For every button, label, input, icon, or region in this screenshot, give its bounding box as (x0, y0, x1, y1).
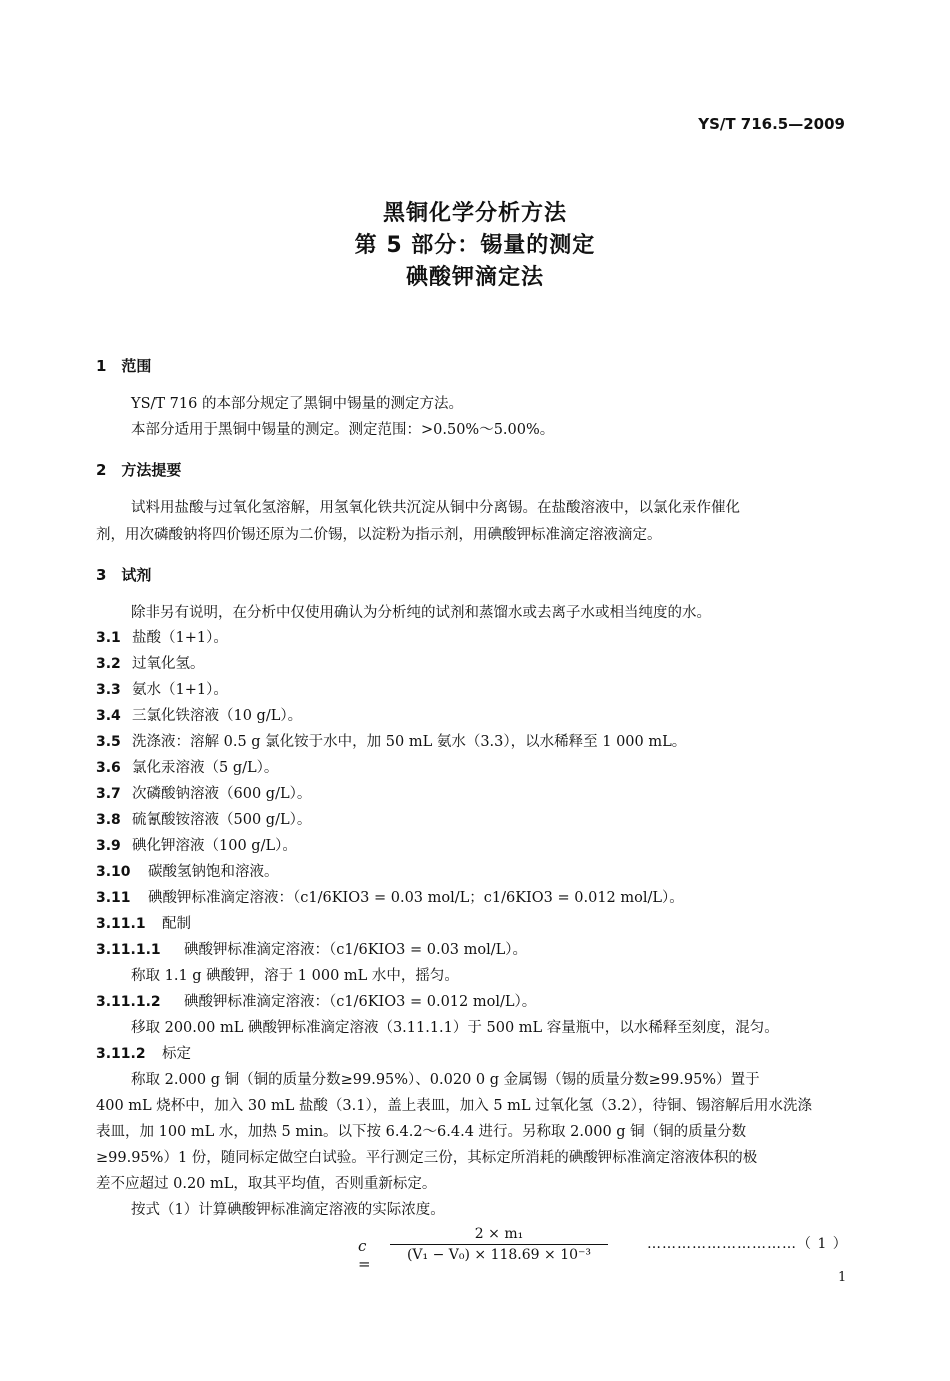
section-1-para-1: YS/T 716 的本部分规定了黑铜中锡量的测定方法。 (131, 396, 463, 412)
formula-label: （ 1 ） (797, 1236, 848, 1252)
formula-fraction (390, 1226, 608, 1263)
reagent-item: 3.1 盐酸（1+1）。 (96, 630, 228, 646)
reagent-item: 3.10 碳酸氢钠饱和溶液。 (96, 864, 279, 880)
calibration-line-2: 400 mL 烧杯中，加入 30 mL 盐酸（3.1），盖上表皿，加入 5 mL 过氧化氢（3.2），待铜、锡溶解后用水洗涤 (96, 1098, 812, 1114)
formula-leader-dots: ………………………… (647, 1236, 797, 1252)
reagent-item: 3.5 洗涤液：溶解 0.5 g 氯化铵于水中，加 50 mL 氨水（3.3），以水稀释至 1 000 mL。 (96, 734, 687, 750)
reagent-item: 称取 1.1 g 碘酸钾，溶于 1 000 mL 水中，摇匀。 (131, 968, 459, 984)
reagent-item: 3.11 碘酸钾标准滴定溶液：（c1/6KIO3 = 0.03 mol/L；c1/6KIO3 = 0.012 mol/L）。 (96, 890, 684, 906)
section-2-line-1: 试料用盐酸与过氧化氢溶解，用氢氧化铁共沉淀从铜中分离锡。在盐酸溶液中，以氯化汞作催化 (131, 500, 740, 516)
calibration-line-3: 表皿，加 100 mL 水，加热 5 min。以下按 6.4.2～6.4.4 进行。另称取 2.000 g 铜（铜的质量分数 (96, 1124, 747, 1140)
formula-number (647, 1233, 848, 1253)
reagent-item: 3.2 过氧化氢。 (96, 656, 205, 672)
reagent-item: 3.8 硫氰酸铵溶液（500 g/L）。 (96, 812, 312, 828)
section-3-intro: 除非另有说明，在分析中仅使用确认为分析纯的试剂和蒸馏水或去离子水或相当纯度的水。 (131, 605, 711, 621)
reagent-item: 3.11.1 配制 (96, 916, 191, 932)
standard-code: YS/T 716.5—2009 (698, 115, 845, 133)
formula-numerator: 2 × m₁ (474, 1226, 524, 1242)
reagent-item: 3.11.2 标定 (96, 1046, 191, 1062)
title-line-2: 第 5 部分：锡量的测定 (354, 233, 596, 258)
calibration-line-1: 称取 2.000 g 铜（铜的质量分数≥99.95%）、0.020 0 g 金属锡（锡的质量分数≥99.95%）置于 (131, 1072, 760, 1088)
section-2-heading: 2 方法提要 (96, 461, 182, 479)
formula-lhs: c = (358, 1237, 371, 1273)
formula-denominator: (V₁ − V₀) × 118.69 × 10⁻³ (406, 1247, 592, 1263)
calibration-line-5: 差不应超过 0.20 mL，取其平均值，否则重新标定。 (96, 1176, 437, 1192)
calibration-line-4: ≥99.95%）1 份，随同标定做空白试验。平行测定三份，其标定所消耗的碘酸钾标准滴定溶液体积的极 (96, 1150, 758, 1166)
reagent-item: 3.9 碘化钾溶液（100 g/L）。 (96, 838, 297, 854)
document-title (0, 198, 950, 294)
reagent-item: 移取 200.00 mL 碘酸钾标准滴定溶液（3.11.1.1）于 500 mL 容量瓶中，以水稀释至刻度，混匀。 (131, 1020, 779, 1036)
section-1-para-2: 本部分适用于黑铜中锡量的测定。测定范围：>0.50%～5.00%。 (131, 422, 555, 438)
reagent-item: 3.4 三氯化铁溶液（10 g/L）。 (96, 708, 303, 724)
reagent-item: 3.3 氨水（1+1）。 (96, 682, 228, 698)
title-line-3: 碘酸钾滴定法 (405, 265, 544, 290)
section-1-heading: 1 范围 (96, 357, 152, 375)
section-3-heading: 3 试剂 (96, 566, 152, 584)
page-number: 1 (838, 1270, 847, 1285)
reagent-item: 3.7 次磷酸钠溶液（600 g/L）。 (96, 786, 312, 802)
formula-intro: 按式（1）计算碘酸钾标准滴定溶液的实际浓度。 (131, 1202, 445, 1218)
reagent-item: 3.6 氯化汞溶液（5 g/L）。 (96, 760, 279, 776)
reagent-item: 3.11.1.1 碘酸钾标准滴定溶液：（c1/6KIO3 = 0.03 mol/L）。 (96, 942, 528, 958)
reagent-item: 3.11.1.2 碘酸钾标准滴定溶液：（c1/6KIO3 = 0.012 mol/L）。 (96, 994, 537, 1010)
section-2-line-2: 剂，用次磷酸钠将四价锡还原为二价锡，以淀粉为指示剂，用碘酸钾标准滴定溶液滴定。 (96, 527, 662, 543)
title-line-1: 黑铜化学分析方法 (382, 201, 567, 226)
